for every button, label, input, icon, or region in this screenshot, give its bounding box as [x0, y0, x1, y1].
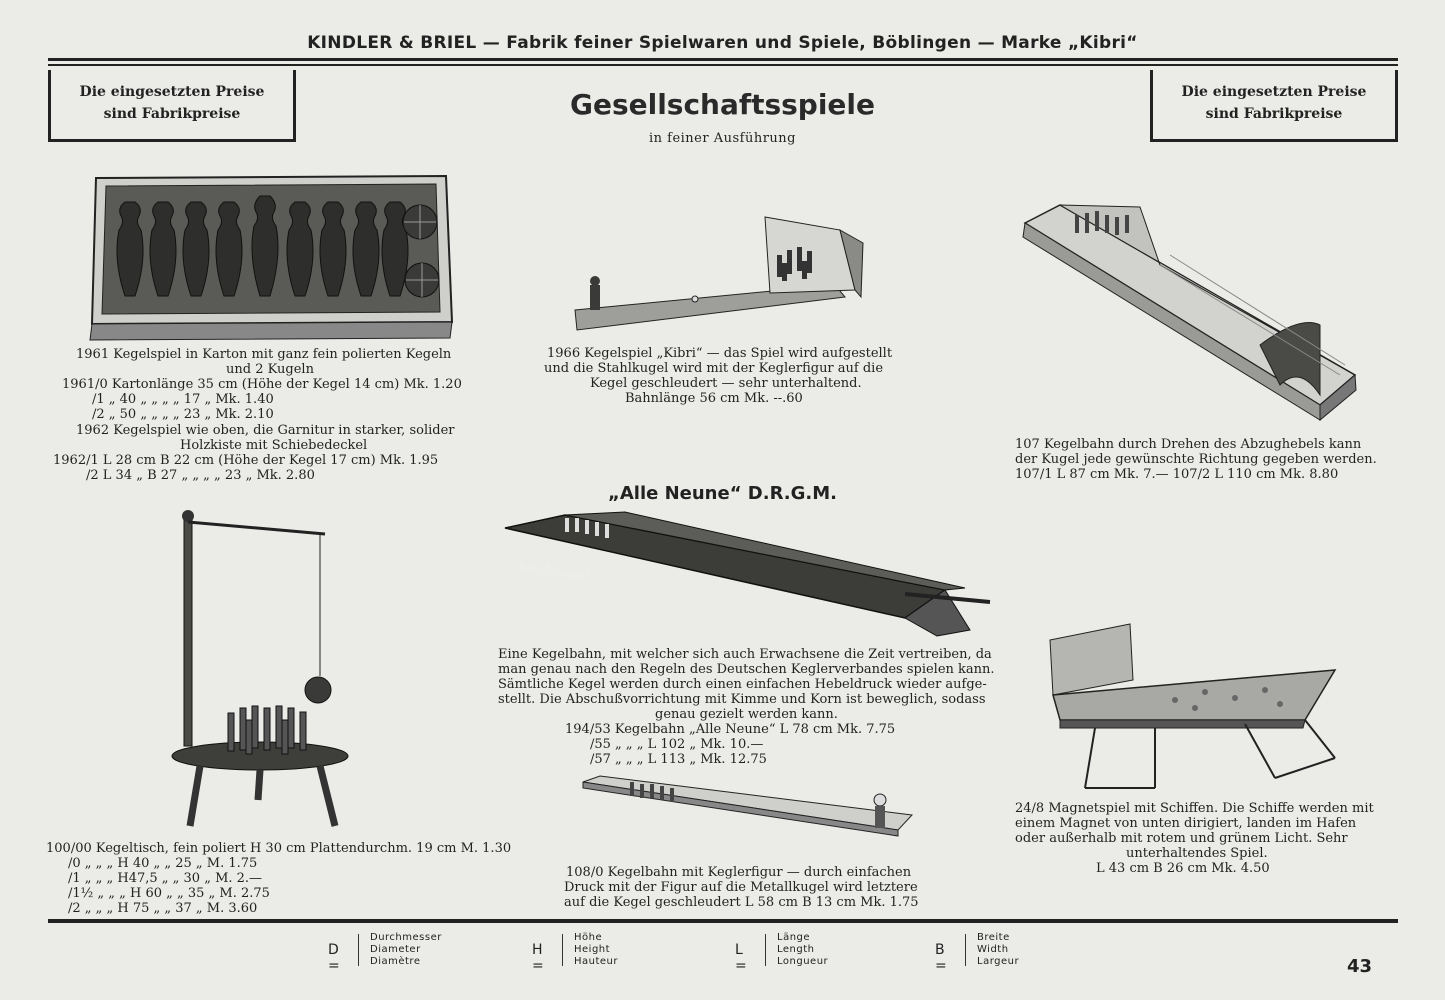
magnetspiel-illustration	[1045, 620, 1345, 795]
page-title: Gesellschaftsspiele	[569, 88, 876, 121]
caption-line: Eine Kegelbahn, mit welcher sich auch Erwachsene die Zeit vertreiben, da	[498, 647, 992, 662]
caption-line: 24/8 Magnetspiel mit Schiffen. Die Schiffe werden mit	[1015, 801, 1374, 816]
kegelbahn-108-illustration	[580, 770, 915, 840]
company-name: KINDLER & BRIEL	[307, 33, 477, 53]
caption-line: 1966 Kegelspiel „Kibri“ — das Spiel wird aufgestellt	[547, 346, 893, 361]
legend-word: Largeur	[977, 956, 1020, 967]
header-rule-top	[48, 58, 1398, 61]
caption-line: Kegel geschleudert — sehr unterhaltend.	[590, 376, 862, 391]
legend-words	[977, 932, 1019, 968]
caption-line: /1½ „ „ „ H 60 „ „ 35 „ M. 2.75	[68, 886, 270, 901]
caption-line: /2 L 34 „ B 27 „ „ „ „ 23 „ Mk. 2.80	[86, 468, 315, 483]
caption-line: 194/53 Kegelbahn „Alle Neune“ L 78 cm Mk. 7.75	[565, 722, 896, 737]
caption-line: 107 Kegelbahn durch Drehen des Abzughebels kann	[1015, 437, 1362, 452]
caption-line: 100/00 Kegeltisch, fein poliert H 30 cm Plattendurchm. 19 cm M. 1.30	[46, 841, 512, 856]
legend-word: Diameter	[370, 944, 421, 955]
caption-line: /57 „ „ „ L 113 „ Mk. 12.75	[590, 752, 767, 767]
legend-word: Höhe	[574, 932, 603, 943]
caption-line: /1 „ „ „ H47,5 „ „ 30 „ M. 2.—	[68, 871, 263, 886]
caption-line: genau gezielt werden kann.	[655, 707, 838, 722]
legend-letter: B =	[935, 942, 947, 974]
caption-line: auf die Kegel geschleudert L 58 cm B 13 cm Mk. 1.75	[564, 895, 919, 910]
page-subtitle: in feiner Ausführung	[648, 131, 796, 146]
legend-word: Diamètre	[370, 956, 421, 967]
legend-word: Länge	[777, 932, 811, 943]
legend-letter: D =	[328, 942, 340, 974]
legend-letter: H =	[532, 942, 544, 974]
legend-letter: L =	[735, 942, 747, 974]
caption-line: 1962/1 L 28 cm B 22 cm (Höhe der Kegel 17 cm) Mk. 1.95	[53, 453, 439, 468]
legend-brace	[965, 934, 972, 966]
legend-brace	[562, 934, 569, 966]
caption-line: oder außerhalb mit rotem und grünem Licht. Sehr	[1015, 831, 1348, 846]
price-note-line1: Die eingesetzten Preise	[79, 84, 265, 100]
caption-line: Holzkiste mit Schiebedeckel	[180, 438, 368, 453]
section-heading-alle-neune: „Alle Neune“ D.R.G.M.	[608, 483, 837, 504]
page-number: 43	[1347, 956, 1373, 977]
legend-brace	[358, 934, 365, 966]
legend-brace	[765, 934, 772, 966]
caption-line: Druck mit der Figur auf die Metallkugel wird letztere	[564, 880, 918, 895]
caption-line: L 43 cm B 26 cm Mk. 4.50	[1096, 861, 1270, 876]
legend-word: Breite	[977, 932, 1010, 943]
legend-words	[370, 932, 442, 968]
caption-line: stellt. Die Abschußvorrichtung mit Kimme und Korn ist beweglich, sodass	[498, 692, 986, 707]
header-rest: — Fabrik feiner Spielwaren und Spiele, Böblingen — Marke „Kibri“	[476, 33, 1138, 53]
caption-line: Sämtliche Kegel werden durch einen einfachen Hebeldruck wieder aufge-	[498, 677, 987, 692]
caption-line: der Kugel jede gewünschte Richtung gegeben werden.	[1015, 452, 1377, 467]
caption-line: /2 „ 50 „ „ „ „ 23 „ Mk. 2.10	[92, 407, 274, 422]
kegelspiel-kibri-illustration	[565, 215, 895, 335]
legend-word: Durchmesser	[370, 932, 442, 943]
legend-words	[574, 932, 618, 968]
caption-line: /2 „ „ „ H 75 „ „ 37 „ M. 3.60	[68, 901, 258, 916]
caption-line: und 2 Kugeln	[226, 362, 314, 377]
legend-word: Hauteur	[574, 956, 619, 967]
caption-line: unterhaltendes Spiel.	[1126, 846, 1268, 861]
legend-word: Width	[977, 944, 1009, 955]
caption-line: /55 „ „ „ L 102 „ Mk. 10.—	[590, 737, 764, 752]
alle-neune-box-text: Alle Neune!	[516, 559, 591, 584]
legend-word: Height	[574, 944, 611, 955]
kegelspiel-karton-illustration	[70, 172, 460, 342]
alle-neune-illustration	[505, 510, 995, 640]
caption-line: /0 „ „ „ H 40 „ „ 25 „ M. 1.75	[68, 856, 258, 871]
caption-line: und die Stahlkugel wird mit der Keglerfigur auf die	[544, 361, 884, 376]
price-note-line2: sind Fabrikpreise	[103, 106, 241, 122]
caption-line: 108/0 Kegelbahn mit Keglerfigur — durch einfachen	[566, 865, 912, 880]
kegeltisch-illustration	[170, 508, 340, 838]
caption-line: 1961 Kegelspiel in Karton mit ganz fein polierten Kegeln	[76, 347, 452, 362]
caption-line: man genau nach den Regeln des Deutschen Keglerverbandes spielen kann.	[498, 662, 995, 677]
caption-line: 1961/0 Kartonlänge 35 cm (Höhe der Kegel 14 cm) Mk. 1.20	[62, 377, 462, 392]
header-rule-bottom	[48, 64, 1398, 66]
legend-words	[777, 932, 828, 968]
legend-word: Longueur	[777, 956, 829, 967]
price-note-line2: sind Fabrikpreise	[1205, 106, 1343, 122]
footer-rule	[48, 919, 1398, 923]
caption-line: Bahnlänge 56 cm Mk. --.60	[625, 391, 803, 406]
catalog-header	[0, 33, 1445, 53]
legend-word: Length	[777, 944, 815, 955]
caption-line: 1962 Kegelspiel wie oben, die Garnitur in starker, solider	[76, 423, 455, 438]
caption-line: /1 „ 40 „ „ „ „ 17 „ Mk. 1.40	[92, 392, 274, 407]
caption-line: einem Magnet von unten dirigiert, landen im Hafen	[1015, 816, 1357, 831]
caption-line: 107/1 L 87 cm Mk. 7.— 107/2 L 110 cm Mk. 8.80	[1015, 467, 1339, 482]
kegelbahn-107-illustration	[1020, 195, 1370, 425]
price-note-line1: Die eingesetzten Preise	[1181, 84, 1367, 100]
